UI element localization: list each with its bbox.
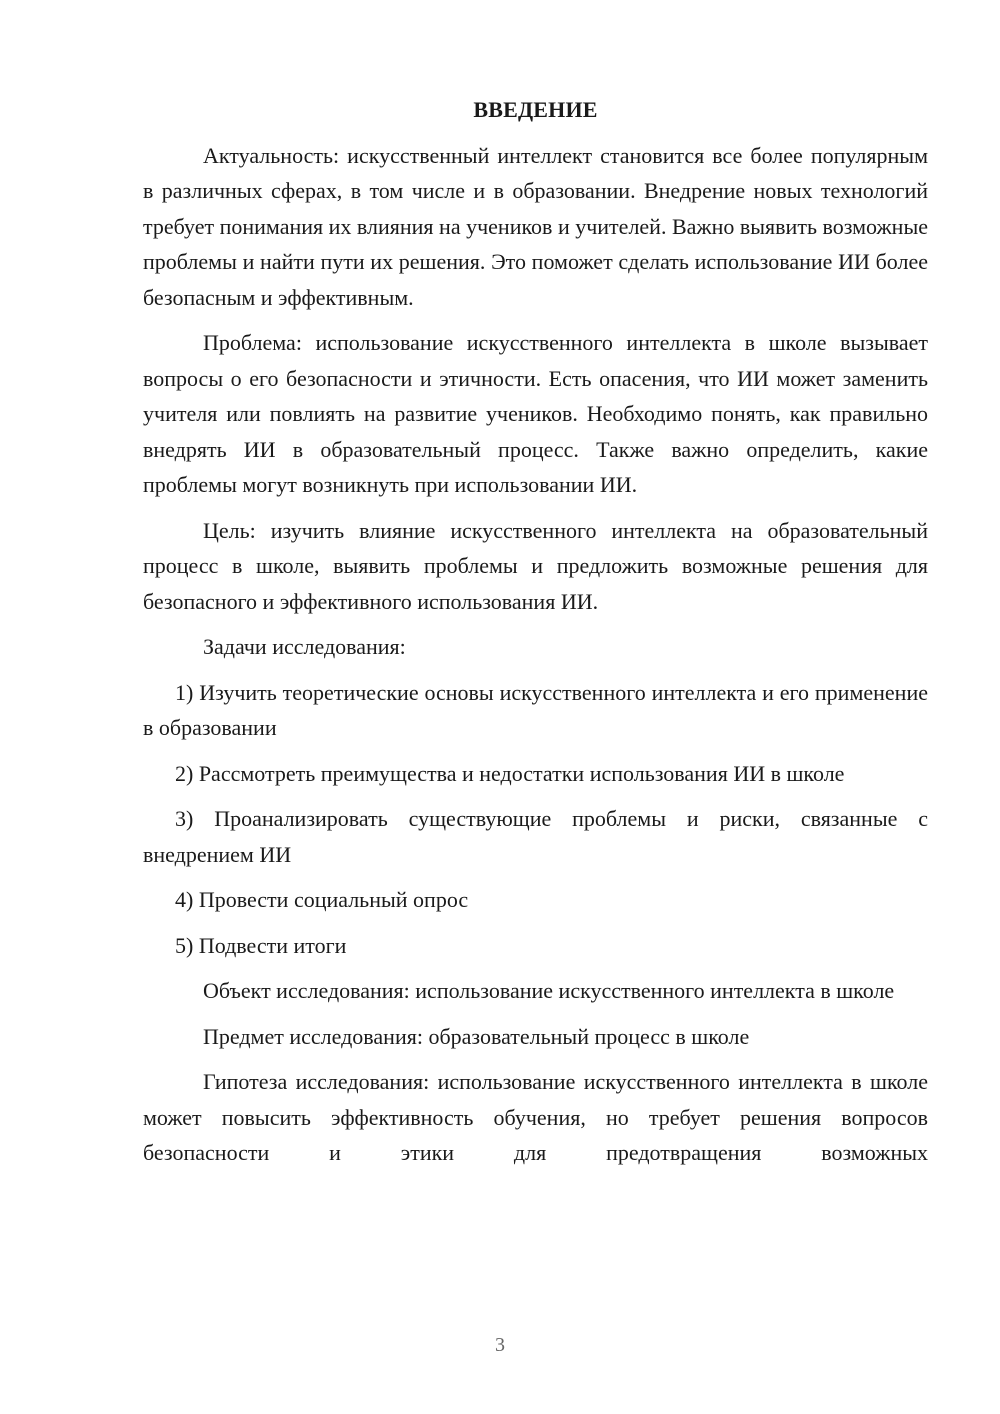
task-item-4: 4) Провести социальный опрос (175, 887, 469, 912)
document-page (143, 92, 928, 1181)
hypothesis-paragraph: Гипотеза исследования: использование искусственного интеллекта в школе может повысить эффективность обучения, но требует решения вопросов безопасности и этики для предотвращения возможных (143, 1069, 928, 1165)
problem-paragraph: Проблема: использование искусственного интеллекта в школе вызывает вопросы о его безопасности и этичности. Есть опасения, что ИИ может заменить учителя или повлиять на развитие учеников. Необходимо понять, как правильно внедрять ИИ в образовательный процесс. Также важно определить, какие проблемы могут возникнуть при использовании ИИ. (143, 330, 928, 497)
task-item-1: 1) Изучить теоретические основы искусственного интеллекта и его применение в образовании (143, 679, 928, 740)
task-item-2: 2) Рассмотреть преимущества и недостатки использования ИИ в школе (175, 760, 845, 786)
task-item-3: 3) Проанализировать существующие проблемы и риски, связанные с внедрением ИИ (143, 806, 928, 867)
object-paragraph: Объект исследования: использование искусственного интеллекта в школе (203, 978, 895, 1003)
section-title: ВВЕДЕНИЕ (473, 97, 598, 122)
relevance-paragraph: Актуальность: искусственный интеллект становится все более популярным в различных сферах, в том числе и в образовании. Внедрение новых технологий требует понимания их влияния на учеников и учителей. Важно выявить возможные проблемы и найти пути их решения. Это поможет сделать использование ИИ более безопасным и эффективным. (143, 142, 928, 310)
page-number: 3 (495, 1334, 505, 1356)
tasks-heading: Задачи исследования: (203, 634, 406, 659)
subject-paragraph: Предмет исследования: образовательный процесс в школе (203, 1023, 750, 1049)
task-item-5: 5) Подвести итоги (175, 932, 347, 958)
goal-paragraph: Цель: изучить влияние искусственного интеллекта на образовательный процесс в школе, выявить проблемы и предложить возможные решения для безопасного и эффективного использования ИИ. (143, 517, 928, 614)
